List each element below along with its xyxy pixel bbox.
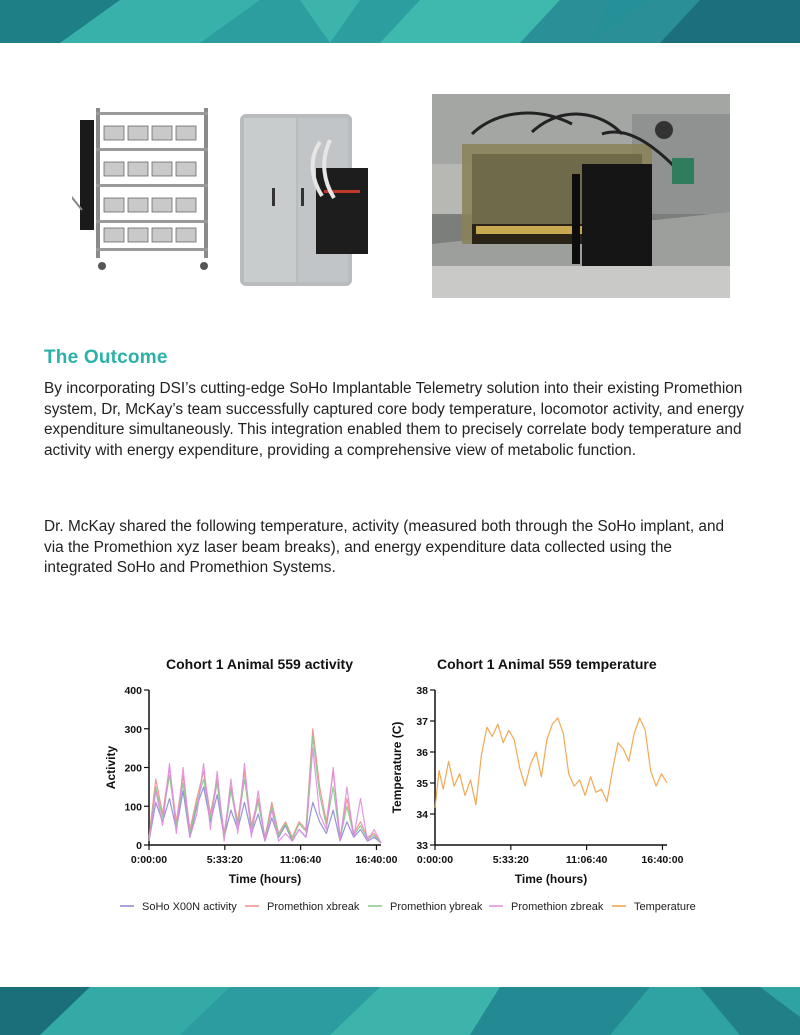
series-line-soho-x00n-activity (149, 787, 381, 843)
activity-y-tick-label: 0 (136, 840, 142, 852)
legend-label: Temperature (634, 901, 696, 913)
activity-y-axis-label: Activity (104, 745, 118, 790)
activity-x-tick-label: 5:33:20 (206, 854, 243, 866)
temperature-y-axis-label: Temperature (C) (390, 721, 404, 814)
series-line-promethion-ybreak (149, 737, 381, 844)
series-line-promethion-zbreak (149, 748, 381, 843)
temperature-chart-title: Cohort 1 Animal 559 temperature (437, 656, 657, 672)
temperature-y-tick-label: 38 (416, 685, 428, 697)
promethion-rack-photo (72, 100, 390, 290)
activity-y-tick-label: 400 (124, 685, 142, 697)
activity-y-tick-label: 100 (124, 801, 142, 814)
temperature-y-tick-label: 33 (416, 840, 428, 852)
data-description-paragraph: Dr. McKay shared the following temperature, activity (measured both through the SoHo implant, and via the Promethion xyz laser beam breaks), and energy expenditure data collected using the integrated SoHo and Promethion Systems. (44, 518, 725, 576)
temperature-x-tick-label: 16:40:00 (641, 854, 684, 866)
temperature-x-tick-label: 0:00:00 (416, 854, 454, 866)
soho-cage-photo (432, 94, 730, 298)
activity-x-tick-label: 11:06:40 (279, 854, 322, 866)
outcome-paragraph: By incorporating DSI’s cutting-edge SoHo Implantable Telemetry solution into their existing Promethion system, Dr, McKay’s team successfully captured core body temperature, locomotor activity, and energy expenditure simultaneously. This integration enabled them to precisely correlate body temperature and activity with energy expenditure, providing a comprehensive view of metabolic function. (44, 380, 744, 459)
legend-label: SoHo X00N activity (142, 901, 237, 913)
temperature-x-axis-label: Time (hours) (514, 872, 588, 886)
footer-band-graphic (0, 987, 800, 1035)
activity-y-tick-label: 200 (124, 762, 142, 775)
activity-y-tick-label: 300 (124, 723, 142, 736)
legend-label: Promethion zbreak (511, 901, 604, 913)
temperature-y-tick-label: 36 (416, 747, 428, 759)
legend-label: Promethion ybreak (390, 901, 483, 913)
temperature-y-tick-label: 35 (416, 778, 428, 790)
activity-x-tick-label: 0:00:00 (130, 854, 168, 866)
series-line-promethion-xbreak (149, 729, 381, 843)
footer-band (0, 987, 800, 1035)
temperature-x-tick-label: 11:06:40 (565, 854, 608, 866)
activity-x-axis-label: Time (hours) (228, 872, 302, 886)
activity-chart-title: Cohort 1 Animal 559 activity (166, 656, 353, 672)
header-band-graphic (0, 0, 800, 43)
temperature-x-tick-label: 5:33:20 (492, 854, 529, 866)
temperature-y-tick-label: 34 (416, 809, 428, 821)
rack-and-cabinet-illustration (72, 100, 390, 290)
activity-x-tick-label: 16:40:00 (355, 854, 398, 866)
header-band (0, 0, 800, 43)
cage-with-receiver-illustration (432, 94, 730, 298)
series-line-temperature (435, 718, 667, 808)
section-heading: The Outcome (44, 347, 168, 368)
temperature-y-tick-label: 37 (416, 716, 428, 728)
legend-label: Promethion xbreak (267, 901, 360, 913)
